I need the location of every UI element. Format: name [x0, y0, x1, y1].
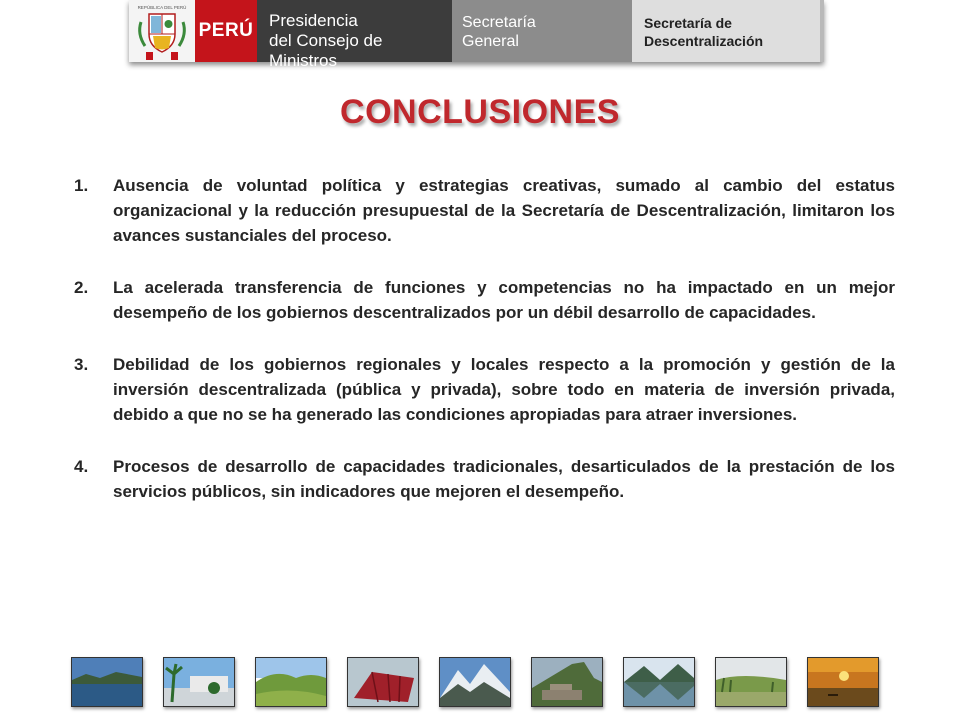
photo-lake-landscape — [71, 657, 143, 707]
coat-of-arms-logo — [129, 0, 195, 62]
institution-line-2: del Consejo de Ministros — [269, 31, 383, 70]
office-line-2: Descentralización — [644, 33, 764, 49]
conclusion-item — [74, 352, 895, 427]
office-line-1: Secretaría de — [644, 15, 732, 31]
office-name — [632, 0, 820, 62]
conclusion-number: 3. — [74, 355, 89, 374]
conclusion-text: Procesos de desarrollo de capacidades tradicionales, desarticulados de la prestación de los servicios públicos, sin indicadores que mejoren el desempeño. — [113, 457, 895, 501]
institution-line-1: Presidencia — [269, 11, 358, 30]
page-title: CONCLUSIONES — [340, 93, 620, 131]
banner-edge — [820, 0, 824, 62]
conclusion-item — [74, 173, 895, 248]
conclusion-number: 2. — [74, 278, 89, 297]
photo-machu-picchu-ruins — [531, 657, 603, 707]
photo-palm-town-square — [163, 657, 235, 707]
photo-sunset-beach — [807, 657, 879, 707]
photo-green-hills — [255, 657, 327, 707]
institutional-header — [129, 0, 824, 70]
conclusions-list — [74, 173, 895, 531]
institution-name — [257, 0, 452, 70]
photo-valley-field — [715, 657, 787, 707]
conclusion-item — [74, 275, 895, 325]
secretariat-line-1: Secretaría — [462, 14, 536, 31]
conclusion-text: La acelerada transferencia de funciones y competencias no ha impactado en un mejor desempeño de los gobiernos descentralizados por un débil desarrollo de capacidades. — [113, 278, 895, 322]
photo-mountain-lake — [623, 657, 695, 707]
conclusion-number: 1. — [74, 176, 89, 195]
svg-text:REPÚBLICA DEL PERÚ: REPÚBLICA DEL PERÚ — [137, 5, 187, 10]
photo-snowy-mountains — [439, 657, 511, 707]
conclusion-number: 4. — [74, 457, 89, 476]
conclusion-text: Ausencia de voluntad política y estrategias creativas, sumado al cambio del estatus organizacional y la reducción presupuestal de la Secretaría de Descentralización, limitaron los avances sustanciales del proceso. — [113, 176, 895, 245]
country-label: PERÚ — [195, 0, 257, 62]
secretariat-name — [452, 0, 632, 62]
photo-red-museum-building — [347, 657, 419, 707]
conclusion-item — [74, 454, 895, 504]
secretariat-line-2: General — [462, 33, 519, 50]
conclusion-text: Debilidad de los gobiernos regionales y locales respecto a la promoción y gestión de la inversión descentralizada (pública y privada), sobre todo en materia de inversión privada, debido a que no se ha generado las condiciones apropiadas para atraer inversiones. — [113, 355, 895, 424]
photo-strip — [71, 657, 881, 709]
